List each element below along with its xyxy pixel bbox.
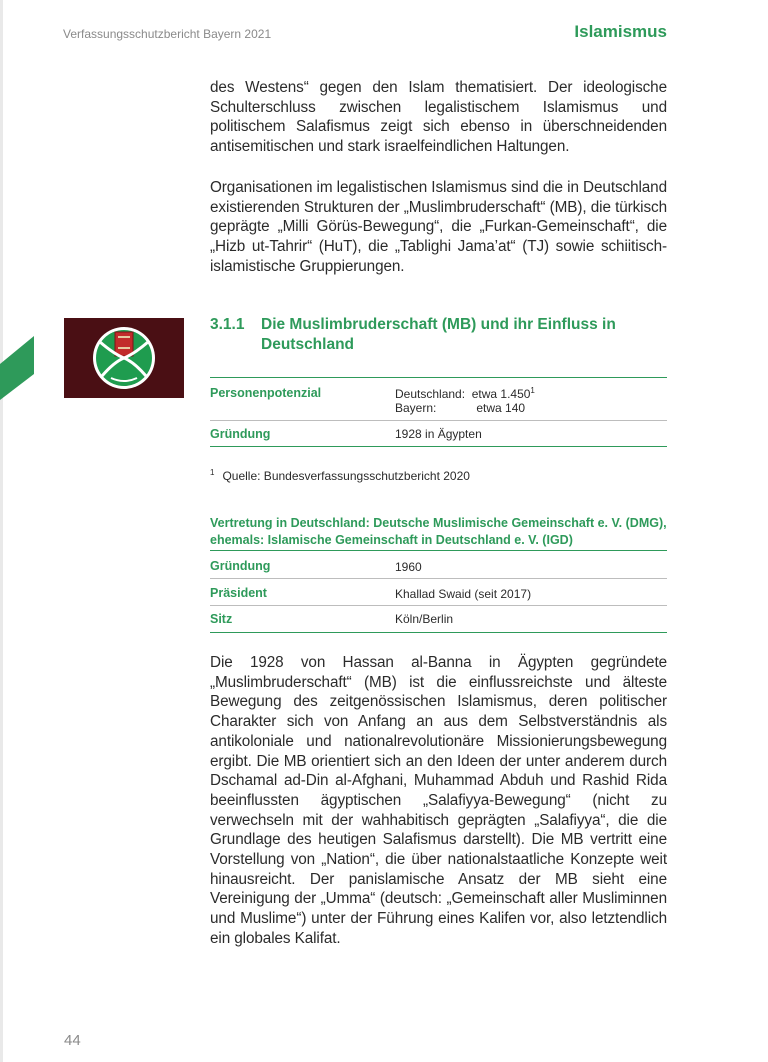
org-label-gruendung: Gründung: [210, 559, 271, 573]
running-header: Verfassungsschutzbericht Bayern 2021: [63, 27, 272, 41]
page-edge: [0, 0, 3, 1062]
facts-value-germany-text: Deutschland: etwa 1.450: [395, 387, 531, 401]
section-number: 3.1.1: [210, 316, 245, 333]
table-rule: [210, 420, 667, 421]
footnote-mark: 1: [530, 386, 535, 395]
section-title: Die Muslimbruderschaft (MB) und ihr Einfluss in Deutschland: [261, 316, 616, 353]
table-rule-top: [210, 377, 667, 378]
org-table-heading: Vertretung in Deutschland: Deutsche Muslimische Gemeinschaft e. V. (DMG), ehemals: Islamische Gemeinschaft in Deutschland e. V. (IGD): [210, 516, 667, 547]
org-value-praesident: Khallad Swaid (seit 2017): [395, 587, 532, 601]
org-value-sitz: Köln/Berlin: [395, 612, 454, 626]
org-label-praesident: Präsident: [210, 586, 267, 600]
org-value-gruendung: 1960: [395, 560, 422, 574]
table-rule-bottom: [210, 446, 667, 447]
facts-label-gruendung: Gründung: [210, 427, 271, 441]
facts-label-personenpotenzial: Personenpotenzial: [210, 386, 322, 400]
paragraph-intro: des Westens“ gegen den Islam thematisiert. Der ideologische Schulterschluss zwischen legalistischem Islamismus und politischem Salafismus zeigt sich ebenso in überschneidenden antisemitischen und stark israelfeindlichen Haltungen.: [210, 79, 667, 156]
org-table-rule-bottom: [210, 632, 667, 633]
paragraph-organisations: Organisationen im legalistischen Islamismus sind die in Deutschland existierenden Strukturen der „Muslimbruderschaft“ (MB), die türkisch geprägte „Milli Görüs-Bewegung“, die „Furkan-Gemeinschaft“, die „Hizb ut-Tahrir“ (HuT), die „Tablighi Jama’at“ (TJ) sowie schiitisch-islamistische Gruppierungen.: [210, 179, 667, 275]
org-table-rule: [210, 578, 667, 579]
org-table-rule-top: [210, 550, 667, 551]
muslim-brotherhood-emblem-icon: [64, 318, 184, 398]
facts-value-germany: [395, 386, 535, 401]
org-table-rule: [210, 605, 667, 606]
footnote-text: Quelle: Bundesverfassungsschutzbericht 2020: [222, 469, 470, 483]
chapter-tab-marker-icon: [0, 336, 34, 400]
footnote-number: 1: [210, 468, 215, 477]
facts-value-bavaria: Bayern: etwa 140: [395, 401, 526, 415]
facts-value-gruendung: 1928 in Ägypten: [395, 427, 482, 441]
paragraph-mb-history: Die 1928 von Hassan al-Banna in Ägypten gegründete „Muslimbruderschaft“ (MB) ist die einflussreichste und älteste Bewegung des zeitgenössischen Islamismus, deren politischer Charakter sich von Anfang an aus dem Selbstverständnis als antikoloniale und nationalrevolutionäre Missionierungsbewegung ergibt. Die MB orientiert sich an den Ideen der unter anderem durch Dschamal ad-Din al-Afghani, Muhammad Abduh und Rashid Rida beeinflussten ägyptischen „Salafiyya-Bewegung“ (nicht zu verwechseln mit der wahhabitisch geprägten „Salafiyya“, die die Grundlage des heutigen Salafismus darstellt). Die MB vertritt eine Vorstellung von „Nation“, die über nationalstaatliche Konzepte weit hinausreicht. Der panislamische Ansatz der MB sieht eine Vereinigung der „Umma“ (deutsch: „Gemeinschaft aller Musliminnen und Muslime“) unter der Führung eines Kalifen vor, also letztendlich ein globales Kalifat.: [210, 654, 667, 947]
chapter-title: Islamismus: [574, 22, 667, 41]
footnote: [210, 468, 470, 483]
page-number: 44: [64, 1032, 81, 1049]
org-label-sitz: Sitz: [210, 612, 233, 626]
